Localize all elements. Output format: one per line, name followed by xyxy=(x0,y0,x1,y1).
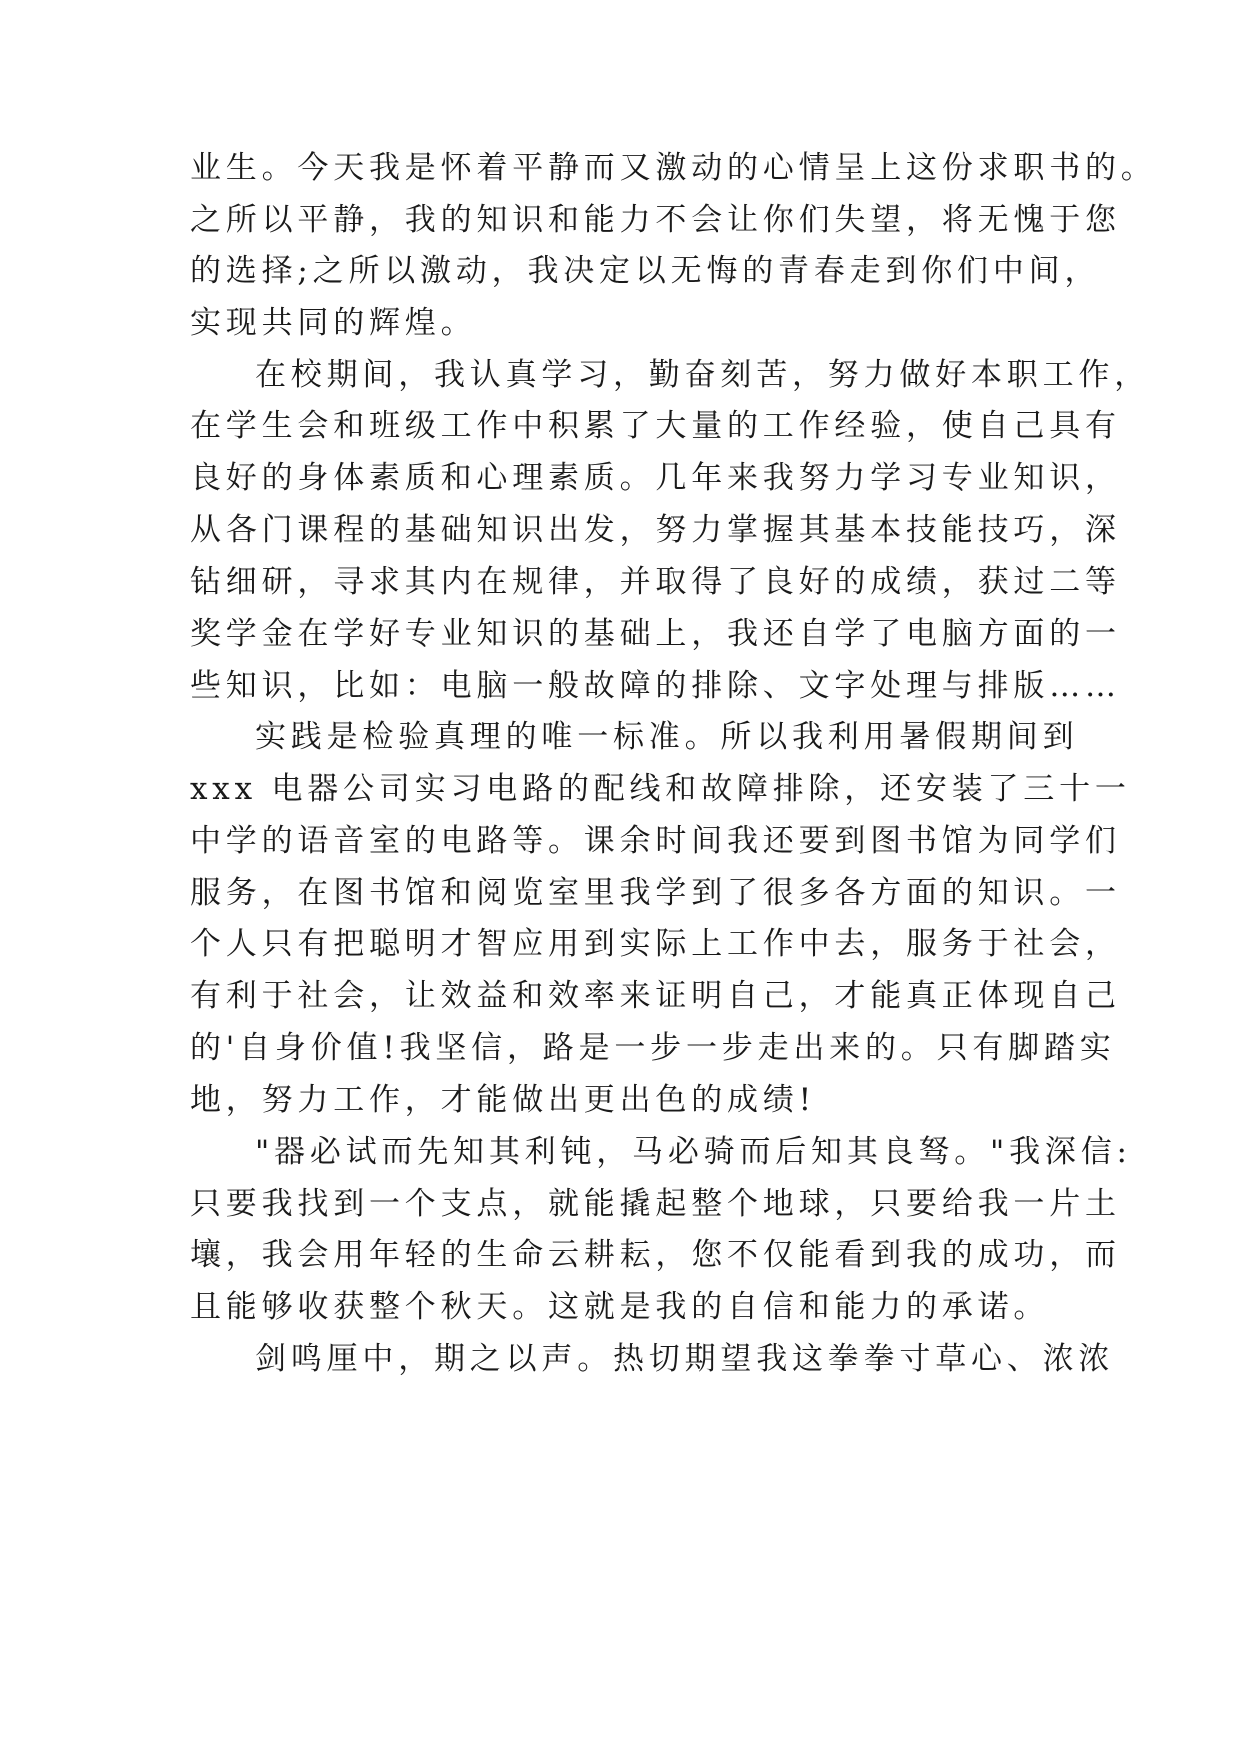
text-line: 在学生会和班级工作中积累了大量的工作经验，使自己具有 xyxy=(190,408,1121,444)
text-line: 且能够收获整个秋天。这就是我的自信和能力的承诺。 xyxy=(190,1289,1050,1325)
paragraph-first-line: 在校期间，我认真学习，勤奋刻苦，努力做好本职工作， xyxy=(255,357,1150,393)
text-line: 的选择;之所以激动，我决定以无悔的青春走到你们中间， xyxy=(190,253,1101,289)
text-line: 些知识，比如：电脑一般故障的排除、文字处理与排版…… xyxy=(190,668,1121,704)
text-line: 有利于社会，让效益和效率来证明自己，才能真正体现自己 xyxy=(190,978,1121,1014)
text-line: 中学的语音室的电路等。课余时间我还要到图书馆为同学们 xyxy=(190,823,1121,859)
text-line: 个人只有把聪明才智应用到实际上工作中去，服务于社会， xyxy=(190,926,1121,962)
text-line: xxx 电器公司实习电路的配线和故障排除，还安装了三十一 xyxy=(190,771,1131,807)
paragraph-first-line: 实践是检验真理的唯一标准。所以我利用暑假期间到 xyxy=(255,719,1079,755)
text-line: 之所以平静，我的知识和能力不会让你们失望，将无愧于您 xyxy=(190,202,1121,238)
paragraph-first-line: 剑鸣厘中，期之以声。热切期望我这拳拳寸草心、浓浓 xyxy=(255,1341,1115,1377)
text-line: 业生。今天我是怀着平静而又激动的心情呈上这份求职书的。 xyxy=(190,150,1157,186)
text-line: 壤，我会用年轻的生命云耕耘，您不仅能看到我的成功，而 xyxy=(190,1237,1121,1273)
text-line: 服务，在图书馆和阅览室里我学到了很多各方面的知识。一 xyxy=(190,875,1121,911)
text-line: 地，努力工作，才能做出更出色的成绩! xyxy=(190,1082,816,1118)
text-line: 实现共同的辉煌。 xyxy=(190,305,477,341)
text-line: 的'自身价值!我坚信，路是一步一步走出来的。只有脚踏实 xyxy=(190,1030,1116,1066)
text-line: 钻细研，寻求其内在规律，并取得了良好的成绩，获过二等 xyxy=(190,564,1121,600)
text-line: 良好的身体素质和心理素质。几年来我努力学习专业知识， xyxy=(190,460,1121,496)
text-line: 奖学金在学好专业知识的基础上，我还自学了电脑方面的一 xyxy=(190,616,1121,652)
text-line: 只要我找到一个支点，就能撬起整个地球，只要给我一片土 xyxy=(190,1186,1121,1222)
text-line: 从各门课程的基础知识出发，努力掌握其基本技能技巧，深 xyxy=(190,512,1121,548)
paragraph-first-line: "器必试而先知其利钝，马必骑而后知其良驽。"我深信: xyxy=(255,1134,1132,1170)
